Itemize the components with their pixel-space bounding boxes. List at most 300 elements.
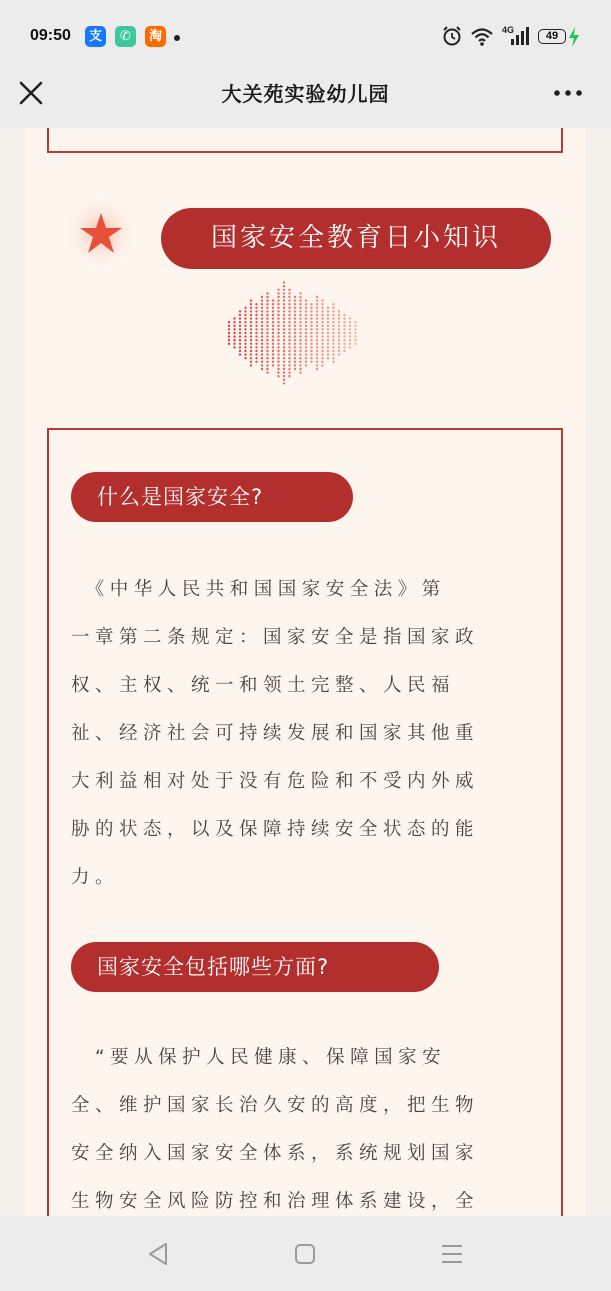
- wave-dot: [338, 353, 340, 355]
- wave-dot: [343, 343, 345, 345]
- wave-dot: [332, 328, 334, 330]
- wave-dot: [283, 321, 285, 323]
- wave-dot: [261, 343, 263, 345]
- wave-dot: [310, 353, 312, 355]
- wave-dot: [354, 339, 356, 341]
- wave-dot: [316, 317, 318, 319]
- wave-dot: [261, 339, 263, 341]
- wave-dot: [338, 346, 340, 348]
- article-scroll-area[interactable]: [0, 128, 611, 1216]
- wave-dot: [299, 296, 301, 298]
- wave-dot: [316, 361, 318, 363]
- wave-dot: [283, 357, 285, 359]
- wave-dot: [305, 317, 307, 319]
- wave-dot: [283, 346, 285, 348]
- wave-dot: [349, 335, 351, 337]
- wave-dot: [327, 307, 329, 309]
- wave-dot: [332, 307, 334, 309]
- wave-dot: [338, 317, 340, 319]
- home-icon[interactable]: [291, 1240, 319, 1268]
- wave-dot: [321, 325, 323, 327]
- wave-dot: [277, 307, 279, 309]
- wave-dot: [305, 346, 307, 348]
- wave-dot: [283, 307, 285, 309]
- wave-dot: [283, 379, 285, 381]
- previous-section-box: [47, 128, 563, 153]
- wave-dot: [272, 339, 274, 341]
- wave-dot: [228, 332, 230, 334]
- wave-dot: [354, 332, 356, 334]
- wave-dot: [255, 343, 257, 345]
- wave-dot: [272, 350, 274, 352]
- wave-dot: [233, 335, 235, 337]
- wave-dot: [305, 335, 307, 337]
- wave-dot: [288, 335, 290, 337]
- wave-dot: [272, 357, 274, 359]
- wave-dot: [261, 296, 263, 298]
- wave-dot: [327, 314, 329, 316]
- wave-dot: [321, 314, 323, 316]
- wave-dot: [250, 350, 252, 352]
- wave-dot: [343, 317, 345, 319]
- wave-dot: [255, 310, 257, 312]
- wave-dot: [354, 321, 356, 323]
- wave-dot: [321, 339, 323, 341]
- wave-dot: [277, 343, 279, 345]
- wave-dot: [266, 299, 268, 301]
- wave-dot: [310, 321, 312, 323]
- wave-dot: [261, 350, 263, 352]
- section-title-pill: 国家安全教育日小知识: [161, 208, 551, 269]
- wave-dot: [332, 339, 334, 341]
- wave-dot: [277, 328, 279, 330]
- wave-dot: [305, 325, 307, 327]
- wave-dot: [305, 328, 307, 330]
- question-1-answer: [71, 566, 541, 902]
- wave-dot: [305, 332, 307, 334]
- wave-dot: [266, 307, 268, 309]
- wave-dot: [338, 328, 340, 330]
- wave-dot: [327, 339, 329, 341]
- wave-dot: [250, 335, 252, 337]
- wave-dot: [299, 368, 301, 370]
- wave-dot: [277, 299, 279, 301]
- text-line: 力。: [71, 867, 120, 888]
- wave-dot: [233, 325, 235, 327]
- wave-dot: [283, 303, 285, 305]
- wave-dot: [338, 325, 340, 327]
- text-line: 生物安全风险防控和治理体系建设，全: [71, 1191, 480, 1212]
- wave-dot: [277, 314, 279, 316]
- wave-dot: [272, 364, 274, 366]
- wave-dot: [299, 346, 301, 348]
- wave-dot: [354, 335, 356, 337]
- wave-dot: [288, 307, 290, 309]
- wave-dot: [255, 317, 257, 319]
- wave-dot: [277, 296, 279, 298]
- wave-dot: [250, 325, 252, 327]
- wave-dot: [288, 299, 290, 301]
- taobao-icon: 淘: [145, 26, 166, 47]
- wave-dot: [299, 307, 301, 309]
- wave-dot: [288, 361, 290, 363]
- wave-dot: [349, 321, 351, 323]
- wave-dot: [343, 321, 345, 323]
- wave-dot: [277, 292, 279, 294]
- wave-dot: [288, 328, 290, 330]
- wave-dot: [310, 346, 312, 348]
- text-line: 祉、经济社会可持续发展和国家其他重: [71, 723, 480, 744]
- wave-dot: [244, 314, 246, 316]
- wave-dot: [288, 314, 290, 316]
- wave-dot: [305, 314, 307, 316]
- wave-dot: [277, 346, 279, 348]
- wave-dot: [277, 371, 279, 373]
- wave-dot: [277, 335, 279, 337]
- wave-dot: [338, 335, 340, 337]
- wave-dot: [239, 339, 241, 341]
- wave-dot: [343, 346, 345, 348]
- wave-dot: [310, 314, 312, 316]
- wave-dot: [321, 299, 323, 301]
- question-2-pill: 国家安全包括哪些方面?: [71, 942, 439, 992]
- back-icon[interactable]: [144, 1240, 172, 1268]
- wave-dot: [250, 339, 252, 341]
- wave-dot: [261, 325, 263, 327]
- wave-dot: [327, 335, 329, 337]
- wave-dot: [283, 314, 285, 316]
- wave-dot: [277, 368, 279, 370]
- wave-dot: [305, 361, 307, 363]
- wave-dot: [228, 325, 230, 327]
- knowledge-box: [47, 428, 563, 1216]
- wave-dot: [299, 343, 301, 345]
- wave-dot: [261, 364, 263, 366]
- wave-dot: [244, 307, 246, 309]
- wave-dot: [349, 325, 351, 327]
- wave-dot: [261, 346, 263, 348]
- wave-dot: [266, 296, 268, 298]
- wave-dot: [250, 299, 252, 301]
- wave-dot: [244, 317, 246, 319]
- wave-dot: [283, 361, 285, 363]
- wave-dot: [299, 361, 301, 363]
- wave-dot: [294, 299, 296, 301]
- wave-dot: [321, 353, 323, 355]
- wave-dot: [310, 325, 312, 327]
- wave-dot: [277, 289, 279, 291]
- wave-dot: [283, 281, 285, 283]
- wave-dot: [272, 310, 274, 312]
- wave-dot: [277, 357, 279, 359]
- wave-dot: [239, 353, 241, 355]
- wave-dot: [316, 325, 318, 327]
- wave-dot: [261, 361, 263, 363]
- text-line: 胁的状态，以及保障持续安全状态的能: [71, 819, 480, 840]
- wave-dot: [316, 335, 318, 337]
- recent-apps-icon[interactable]: [438, 1240, 466, 1268]
- wave-dot: [299, 303, 301, 305]
- wifi-icon: [470, 25, 494, 47]
- wave-dot: [272, 317, 274, 319]
- wave-dot: [255, 303, 257, 305]
- phone-app-icon: ✆: [115, 26, 136, 47]
- wave-dot: [349, 339, 351, 341]
- wave-dot: [255, 339, 257, 341]
- wave-dot: [266, 350, 268, 352]
- wave-dot: [332, 321, 334, 323]
- wave-dot: [255, 346, 257, 348]
- wave-dot: [288, 343, 290, 345]
- system-navigation-bar: [0, 1216, 611, 1291]
- wave-dot: [305, 321, 307, 323]
- wave-dot: [288, 325, 290, 327]
- wave-dot: [266, 364, 268, 366]
- wave-dot: [244, 350, 246, 352]
- wave-dot: [294, 361, 296, 363]
- wave-dot: [321, 328, 323, 330]
- charging-icon: [568, 27, 580, 47]
- wave-dot: [343, 339, 345, 341]
- wave-dot: [244, 332, 246, 334]
- wave-dot: [239, 332, 241, 334]
- wave-dot: [354, 328, 356, 330]
- wave-dot: [299, 328, 301, 330]
- wave-dot: [316, 357, 318, 359]
- wave-dot: [343, 335, 345, 337]
- wave-dot: [255, 335, 257, 337]
- wave-dot: [338, 321, 340, 323]
- wave-dot: [261, 314, 263, 316]
- wave-dot: [283, 368, 285, 370]
- wave-dot: [283, 364, 285, 366]
- wave-dot: [266, 317, 268, 319]
- wave-dot: [233, 346, 235, 348]
- wave-dot: [277, 321, 279, 323]
- wave-dot: [321, 350, 323, 352]
- wave-dot: [239, 314, 241, 316]
- text-line: “要从保护人民健康、保障国家安: [71, 1047, 447, 1068]
- wave-dot: [250, 343, 252, 345]
- wave-dot: [332, 310, 334, 312]
- wave-dot: [332, 332, 334, 334]
- wave-dot: [294, 307, 296, 309]
- wave-dot: [239, 325, 241, 327]
- wave-dot: [294, 343, 296, 345]
- wave-dot: [316, 339, 318, 341]
- wave-dot: [327, 346, 329, 348]
- wave-dot: [233, 332, 235, 334]
- wave-dot: [250, 321, 252, 323]
- wave-dot: [310, 357, 312, 359]
- wave-dot: [244, 353, 246, 355]
- wave-dot: [277, 364, 279, 366]
- wave-dot: [250, 346, 252, 348]
- wave-dot: [228, 321, 230, 323]
- status-bar: [0, 0, 611, 72]
- wave-dot: [332, 353, 334, 355]
- wave-dot: [299, 335, 301, 337]
- wave-dot: [327, 317, 329, 319]
- wave-dot: [239, 317, 241, 319]
- wave-dot: [288, 368, 290, 370]
- wave-dot: [272, 303, 274, 305]
- title-bar: [0, 72, 611, 128]
- wave-dot: [239, 328, 241, 330]
- wave-dot: [288, 339, 290, 341]
- wave-dot: [261, 353, 263, 355]
- wave-dot: [244, 321, 246, 323]
- wave-dot: [266, 368, 268, 370]
- wave-dot: [283, 335, 285, 337]
- wave-dot: [239, 343, 241, 345]
- wave-dot: [255, 321, 257, 323]
- wave-dot: [239, 310, 241, 312]
- wave-dot: [239, 350, 241, 352]
- wave-dot: [321, 343, 323, 345]
- wave-dot: [277, 332, 279, 334]
- wave-dot: [299, 357, 301, 359]
- wave-dot: [305, 339, 307, 341]
- wave-dot: [294, 353, 296, 355]
- wave-dot: [343, 325, 345, 327]
- wave-dot: [338, 350, 340, 352]
- wave-dot: [266, 321, 268, 323]
- wave-dot: [266, 292, 268, 294]
- wave-dot: [283, 285, 285, 287]
- wave-dot: [250, 307, 252, 309]
- wave-dot: [272, 328, 274, 330]
- battery-indicator: 49: [538, 29, 566, 44]
- network-type-label: 4G: [502, 25, 515, 35]
- wave-dot: [310, 350, 312, 352]
- wave-dot: [321, 317, 323, 319]
- wave-dot: [321, 332, 323, 334]
- wave-dot: [266, 325, 268, 327]
- wave-dot: [299, 292, 301, 294]
- wave-dot: [299, 371, 301, 373]
- wave-dot: [299, 332, 301, 334]
- wave-dot: [283, 339, 285, 341]
- wave-dot: [299, 317, 301, 319]
- wave-dot: [343, 332, 345, 334]
- wave-dot: [288, 292, 290, 294]
- wave-dot: [255, 307, 257, 309]
- wave-dot: [288, 350, 290, 352]
- wave-dot: [261, 368, 263, 370]
- wave-dot: [327, 328, 329, 330]
- text-line: 《中华人民共和国国家安全法》第: [71, 579, 446, 600]
- wave-dot: [266, 371, 268, 373]
- wave-dot: [272, 314, 274, 316]
- wave-dot: [261, 328, 263, 330]
- wave-dot: [327, 350, 329, 352]
- wave-dot: [294, 310, 296, 312]
- wave-dot: [250, 364, 252, 366]
- wave-dot: [294, 368, 296, 370]
- wave-dot: [277, 317, 279, 319]
- wave-dot: [310, 310, 312, 312]
- wave-dot: [266, 346, 268, 348]
- wave-dot: [321, 321, 323, 323]
- wave-dot: [294, 321, 296, 323]
- wave-dot: [255, 325, 257, 327]
- wave-dot: [332, 361, 334, 363]
- wave-dot: [277, 375, 279, 377]
- wave-dot: [321, 361, 323, 363]
- text-line: 一章第二条规定：国家安全是指国家政: [71, 627, 480, 648]
- wave-dot: [283, 310, 285, 312]
- wave-dot: [233, 343, 235, 345]
- wave-dot: [354, 325, 356, 327]
- wave-dot: [343, 314, 345, 316]
- wave-dot: [277, 325, 279, 327]
- wave-dot: [305, 299, 307, 301]
- wave-dot: [255, 332, 257, 334]
- question-2-answer: [71, 1034, 541, 1216]
- wave-dot: [332, 346, 334, 348]
- wave-dot: [250, 328, 252, 330]
- wave-dot: [261, 317, 263, 319]
- wave-dot: [316, 299, 318, 301]
- signal-icon: [508, 25, 530, 47]
- wave-dot: [327, 357, 329, 359]
- wave-dot: [266, 328, 268, 330]
- wave-dot: [305, 350, 307, 352]
- wave-dot: [305, 307, 307, 309]
- wave-dot: [288, 310, 290, 312]
- wave-dot: [305, 303, 307, 305]
- article-body: [25, 128, 586, 1216]
- wave-dot: [310, 335, 312, 337]
- wave-dot: [261, 307, 263, 309]
- wave-dot: [261, 310, 263, 312]
- wave-dot: [233, 317, 235, 319]
- wave-dot: [321, 346, 323, 348]
- wave-dot: [332, 303, 334, 305]
- wave-dot: [272, 325, 274, 327]
- text-line: 安全纳入国家安全体系，系统规划国家: [71, 1143, 480, 1164]
- wave-dot: [266, 343, 268, 345]
- wave-dot: [349, 332, 351, 334]
- wave-dot: [261, 303, 263, 305]
- wave-dot: [244, 335, 246, 337]
- wave-dot: [228, 335, 230, 337]
- wave-dot: [272, 321, 274, 323]
- wave-dot: [272, 332, 274, 334]
- wave-dot: [266, 335, 268, 337]
- wave-dot: [305, 353, 307, 355]
- wave-dot: [266, 310, 268, 312]
- wave-dot: [261, 332, 263, 334]
- wave-dot: [288, 357, 290, 359]
- wave-dot: [239, 335, 241, 337]
- wave-dot: [239, 346, 241, 348]
- wave-dot: [299, 364, 301, 366]
- star-icon: [61, 193, 141, 273]
- wave-dot: [266, 332, 268, 334]
- wave-dot: [250, 303, 252, 305]
- wave-dot: [310, 339, 312, 341]
- wave-dot: [299, 314, 301, 316]
- more-options-icon[interactable]: [552, 80, 584, 106]
- wave-dot: [332, 350, 334, 352]
- wave-dot: [283, 299, 285, 301]
- wave-dot: [310, 303, 312, 305]
- wave-dot: [332, 325, 334, 327]
- wave-dot: [294, 317, 296, 319]
- wave-dot: [338, 332, 340, 334]
